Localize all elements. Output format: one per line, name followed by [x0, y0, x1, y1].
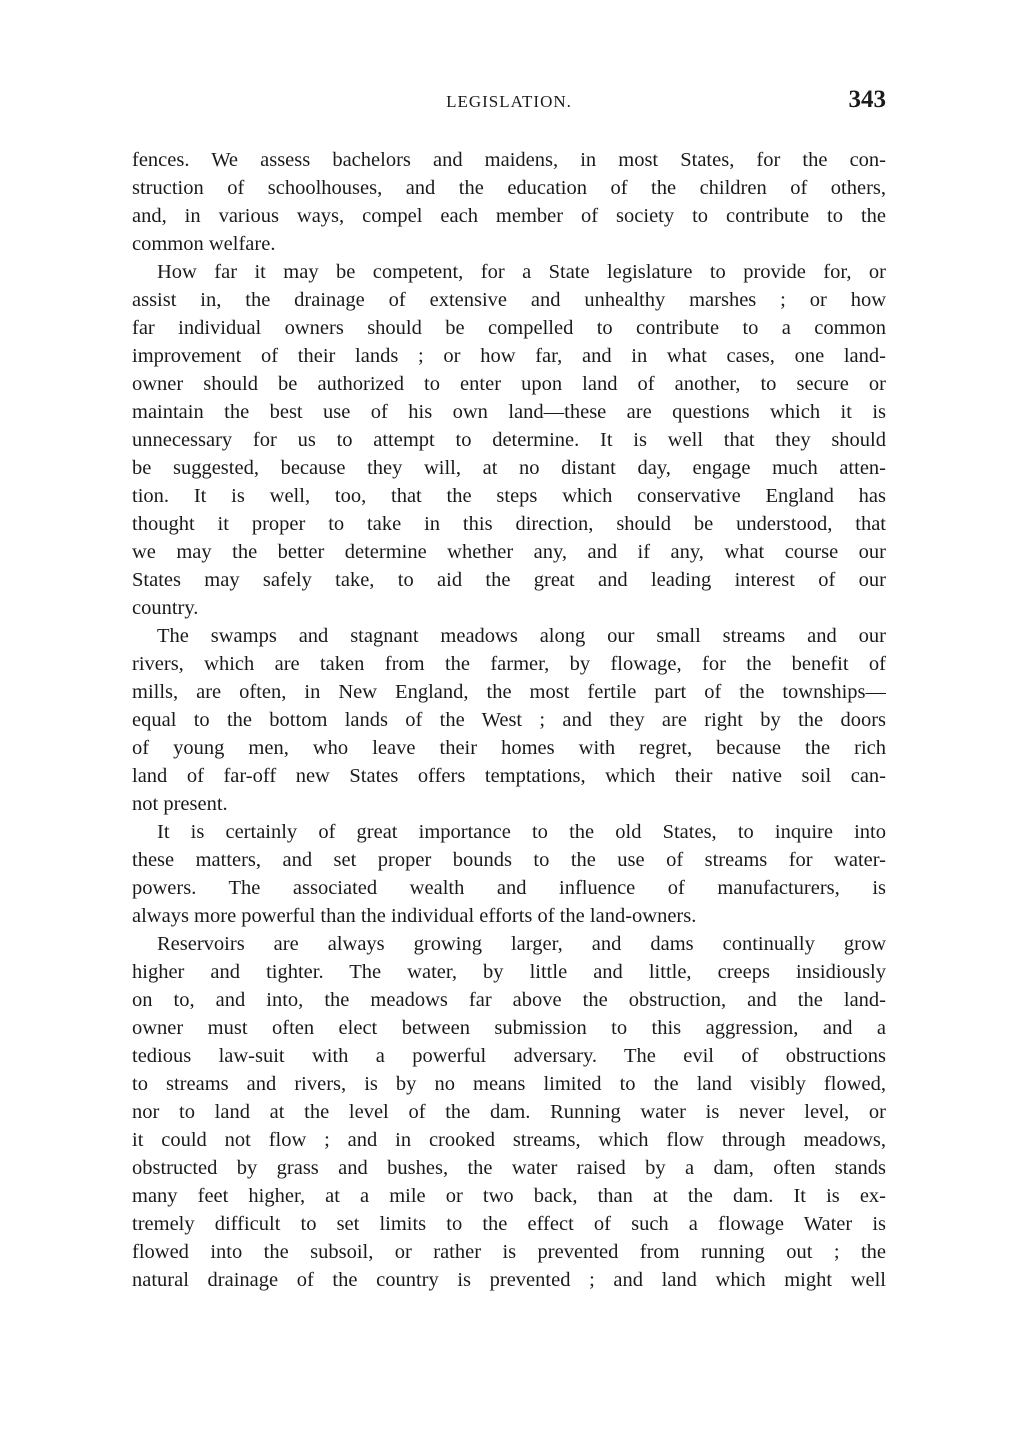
text-line: It is certainly of great importance to the old States, to inquire into — [157, 821, 886, 843]
text-line: assist in, the drainage of extensive and unhealthy marshes ; or how — [132, 289, 886, 311]
text-line: to streams and rivers, is by no means limited to the land visibly flowed, — [132, 1073, 886, 1095]
text-line: of young men, who leave their homes with regret, because the rich — [132, 737, 886, 759]
text-line: fences. We assess bachelors and maidens, in most States, for the con- — [132, 149, 886, 171]
text-line: nor to land at the level of the dam. Running water is never level, or — [132, 1101, 886, 1123]
text-line: always more powerful than the individual efforts of the land-owners. — [132, 905, 697, 927]
paragraph — [132, 258, 886, 622]
text-line: improvement of their lands ; or how far, and in what cases, one land- — [132, 345, 886, 367]
text-line: rivers, which are taken from the farmer, by flowage, for the benefit of — [132, 653, 886, 675]
text-line: not present. — [132, 793, 228, 815]
text-line: struction of schoolhouses, and the education of the children of others, — [132, 177, 886, 199]
text-line: common welfare. — [132, 233, 276, 255]
text-line: Reservoirs are always growing larger, and dams continually grow — [157, 933, 886, 955]
text-line: powers. The associated wealth and influence of manufacturers, is — [132, 877, 886, 899]
page-number: 343 — [848, 86, 886, 113]
text-line: maintain the best use of his own land—these are questions which it is — [132, 401, 886, 423]
text-line: country. — [132, 597, 199, 619]
text-line: thought it proper to take in this direction, should be understood, that — [132, 513, 886, 535]
paragraph — [132, 818, 886, 930]
text-line: owner must often elect between submission to this aggression, and a — [132, 1017, 886, 1039]
text-line: tremely difficult to set limits to the effect of such a flowage Water is — [132, 1213, 886, 1235]
paragraph — [132, 930, 886, 1294]
text-line: higher and tighter. The water, by little and little, creeps insidiously — [132, 961, 886, 983]
text-line: and, in various ways, compel each member of society to contribute to the — [132, 205, 886, 227]
text-line: land of far-off new States offers temptations, which their native soil can- — [132, 765, 886, 787]
text-line: on to, and into, the meadows far above the obstruction, and the land- — [132, 989, 886, 1011]
text-line: it could not flow ; and in crooked streams, which flow through meadows, — [132, 1129, 886, 1151]
text-line: obstructed by grass and bushes, the water raised by a dam, often stands — [132, 1157, 886, 1179]
text-line: tion. It is well, too, that the steps which conservative England has — [132, 485, 886, 507]
text-line: flowed into the subsoil, or rather is prevented from running out ; the — [132, 1241, 886, 1263]
text-line: natural drainage of the country is prevented ; and land which might well — [132, 1269, 886, 1291]
text-line: States may safely take, to aid the great and leading interest of our — [132, 569, 886, 591]
body-text — [132, 146, 886, 1294]
text-line: these matters, and set proper bounds to the use of streams for water- — [132, 849, 886, 871]
text-line: we may the better determine whether any, and if any, what course our — [132, 541, 886, 563]
text-line: How far it may be competent, for a State legislature to provide for, or — [157, 261, 886, 283]
paragraph — [132, 622, 886, 818]
text-line: unnecessary for us to attempt to determine. It is well that they should — [132, 429, 886, 451]
text-line: owner should be authorized to enter upon land of another, to secure or — [132, 373, 886, 395]
running-head-title: LEGISLATION. — [446, 92, 572, 111]
text-line: equal to the bottom lands of the West ; and they are right by the doors — [132, 709, 886, 731]
running-head — [132, 88, 886, 116]
text-line: tedious law-suit with a powerful adversary. The evil of obstructions — [132, 1045, 886, 1067]
paragraph — [132, 146, 886, 258]
text-line: mills, are often, in New England, the most fertile part of the townships— — [132, 681, 886, 703]
text-line: many feet higher, at a mile or two back, than at the dam. It is ex- — [132, 1185, 886, 1207]
text-line: The swamps and stagnant meadows along our small streams and our — [157, 625, 886, 647]
text-line: be suggested, because they will, at no distant day, engage much atten- — [132, 457, 886, 479]
text-line: far individual owners should be compelled to contribute to a common — [132, 317, 886, 339]
